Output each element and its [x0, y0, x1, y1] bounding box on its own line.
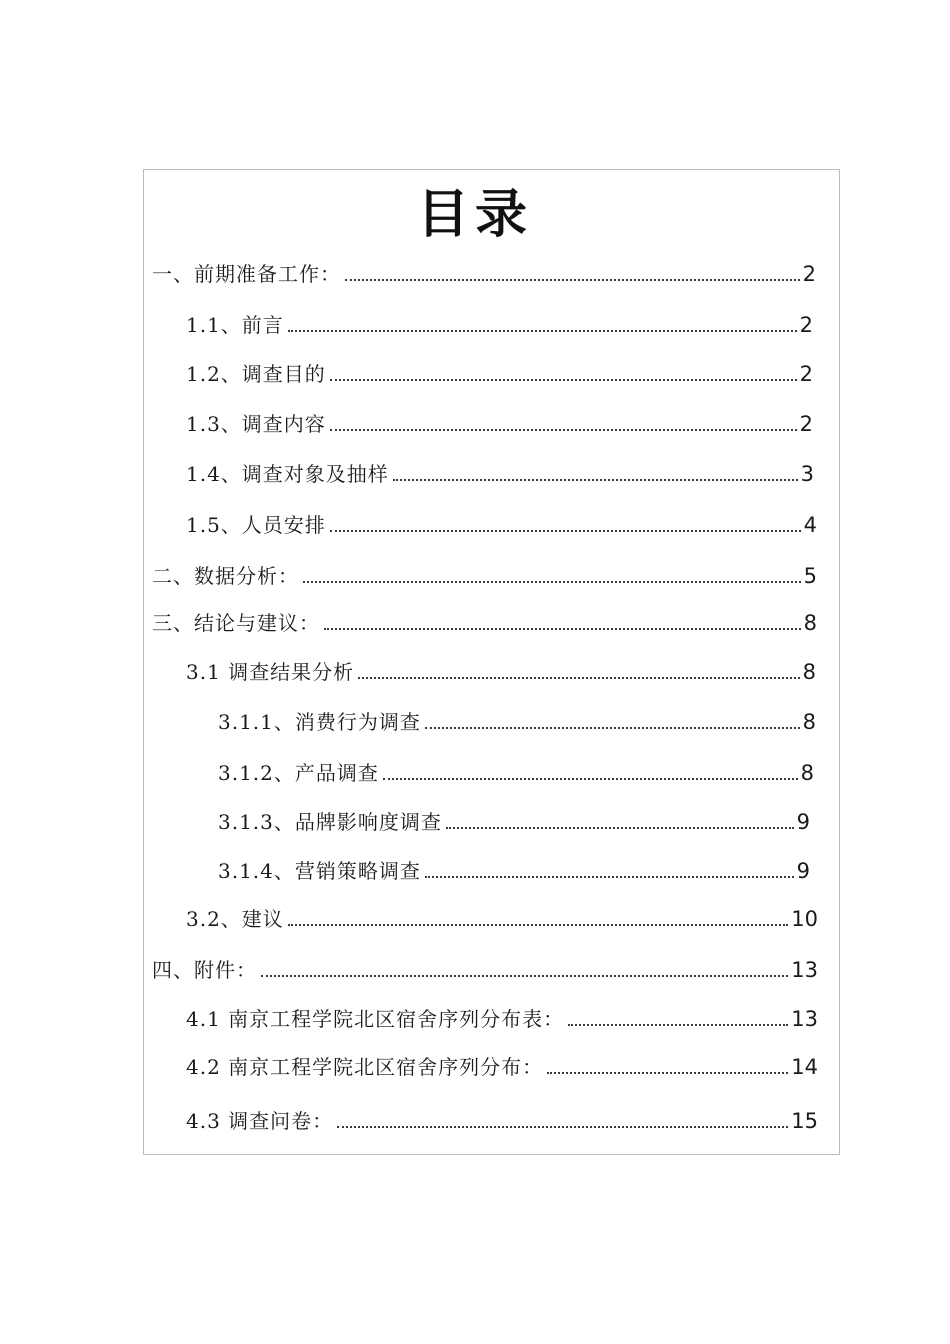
toc-dot-leader: [288, 330, 797, 332]
toc-entry-page: 8: [803, 611, 817, 635]
toc-entry-label: 4.1 南京工程学院北区宿舍序列分布表：: [186, 1007, 565, 1031]
toc-entry-page: 2: [799, 412, 813, 436]
toc-entry[interactable]: [152, 955, 818, 985]
toc-entry[interactable]: [186, 657, 816, 687]
toc-entry-label: 3.2、建议: [186, 907, 284, 931]
toc-entry-label: 3.1.1、消费行为调查: [218, 710, 421, 734]
toc-dot-leader: [288, 924, 788, 926]
toc-entry-label: 二、数据分析：: [152, 564, 299, 588]
toc-dot-leader: [303, 581, 801, 583]
toc-entry-page: 10: [791, 907, 818, 931]
toc-entry-page: 14: [791, 1055, 818, 1079]
toc-entry-page: 8: [802, 660, 816, 684]
toc-entry-page: 8: [802, 710, 816, 734]
toc-dot-leader: [383, 778, 798, 780]
toc-entry-label: 1.1、前言: [186, 313, 284, 337]
toc-entry[interactable]: [186, 1106, 818, 1136]
toc-entry-label: 三、结论与建议：: [152, 611, 320, 635]
toc-entry-page: 9: [796, 859, 810, 883]
toc-entry[interactable]: [186, 310, 813, 340]
toc-entry-page: 8: [800, 761, 814, 785]
toc-dot-leader: [345, 279, 800, 281]
toc-dot-leader: [547, 1072, 788, 1074]
toc-entry-label: 3.1 调查结果分析: [186, 660, 355, 684]
toc-entry-page: 5: [803, 564, 817, 588]
toc-dot-leader: [261, 975, 788, 977]
toc-dot-leader: [337, 1126, 788, 1128]
toc-dot-leader: [330, 429, 797, 431]
toc-dot-leader: [330, 379, 797, 381]
toc-entry[interactable]: [186, 904, 818, 934]
toc-entry-label: 1.5、人员安排: [186, 513, 326, 537]
toc-entry[interactable]: [218, 807, 810, 837]
toc-entry-label: 四、附件：: [152, 958, 257, 982]
toc-dot-leader: [358, 677, 799, 679]
toc-entry-label: 4.3 调查问卷：: [186, 1109, 334, 1133]
toc-entry[interactable]: [152, 561, 817, 591]
toc-dot-leader: [568, 1024, 788, 1026]
toc-entry-label: 1.2、调查目的: [186, 362, 326, 386]
toc-entry-label: 1.4、调查对象及抽样: [186, 462, 389, 486]
toc-entry-label: 一、前期准备工作：: [152, 262, 341, 286]
toc-entry[interactable]: [218, 707, 816, 737]
toc-entry[interactable]: [218, 856, 810, 886]
toc-dot-leader: [446, 827, 794, 829]
toc-entry-page: 3: [800, 462, 814, 486]
toc-entry[interactable]: [186, 510, 817, 540]
toc-entry-label: 1.3、调查内容: [186, 412, 326, 436]
toc-entry[interactable]: [186, 409, 813, 439]
toc-entry[interactable]: [186, 1052, 818, 1082]
toc-entry-page: 2: [799, 313, 813, 337]
toc-entry-page: 4: [803, 513, 817, 537]
toc-entry-page: 15: [791, 1109, 818, 1133]
toc-entry-page: 2: [802, 262, 816, 286]
toc-entry[interactable]: [186, 1004, 818, 1034]
toc-entry[interactable]: [218, 758, 814, 788]
toc-entry-page: 2: [799, 362, 813, 386]
toc-dot-leader: [425, 727, 800, 729]
toc-entry-label: 4.2 南京工程学院北区宿舍序列分布：: [186, 1055, 544, 1079]
toc-dot-leader: [393, 479, 798, 481]
toc-entry[interactable]: [186, 459, 814, 489]
toc-entry[interactable]: [152, 608, 817, 638]
toc-entry-page: 13: [791, 958, 818, 982]
toc-entry-label: 3.1.3、品牌影响度调查: [218, 810, 442, 834]
toc-entry-label: 3.1.2、产品调查: [218, 761, 379, 785]
page-title: 目录: [416, 185, 533, 245]
toc-entry-label: 3.1.4、营销策略调查: [218, 859, 421, 883]
toc-entry[interactable]: [152, 259, 816, 289]
toc-entry[interactable]: [186, 359, 813, 389]
toc-entry-page: 13: [791, 1007, 818, 1031]
toc-dot-leader: [330, 530, 801, 532]
toc-dot-leader: [324, 628, 801, 630]
toc-entry-page: 9: [796, 810, 810, 834]
toc-dot-leader: [425, 876, 794, 878]
